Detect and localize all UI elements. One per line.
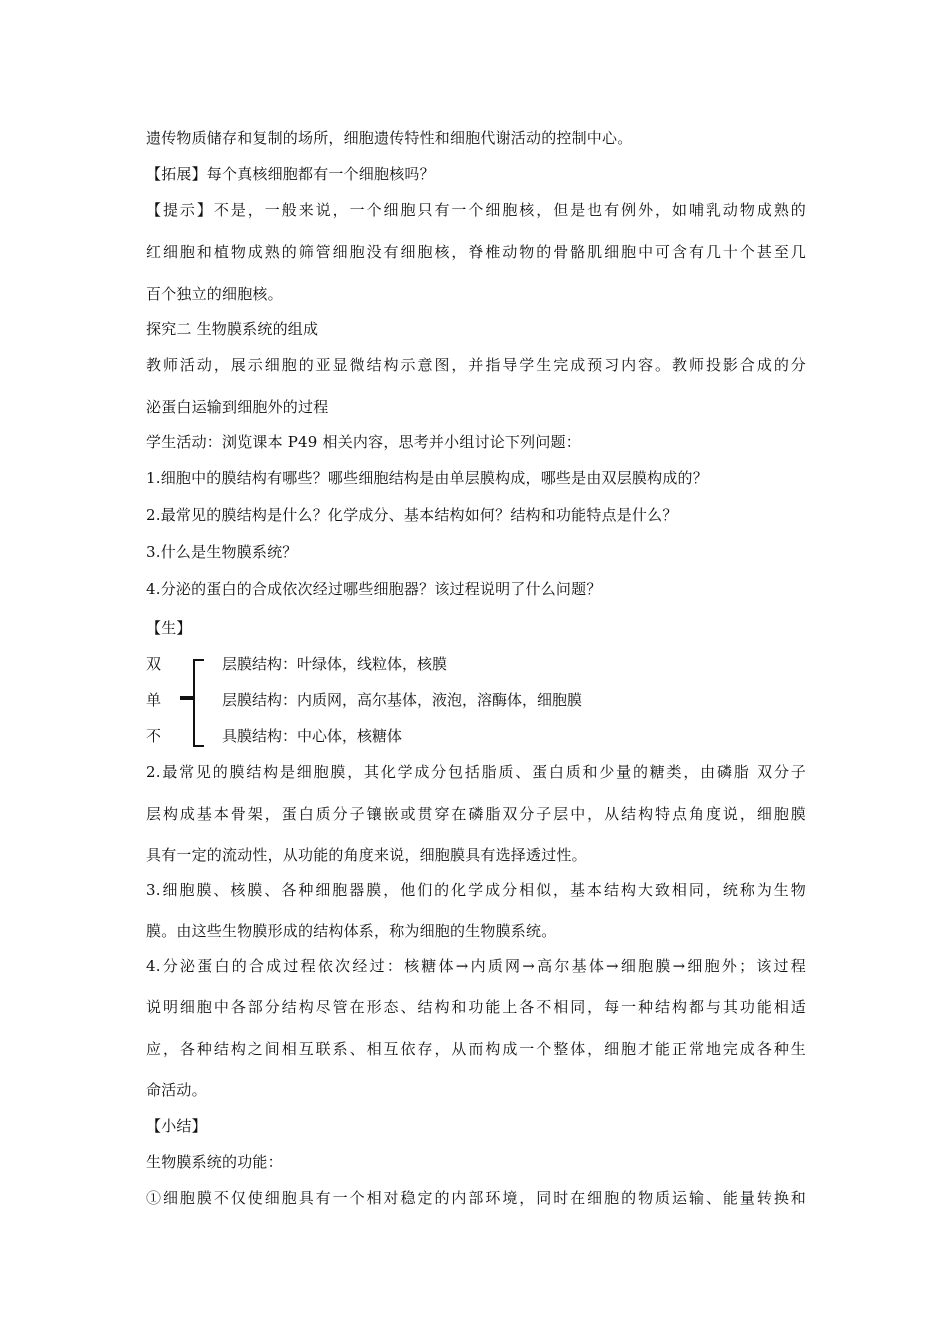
question-4: 4.分泌的蛋白的合成依次经过哪些细胞器？该过程说明了什么问题？	[146, 580, 602, 598]
brace-icon	[170, 656, 210, 750]
paragraph-membrane-functions: 生物膜系统的功能：	[146, 1153, 283, 1171]
single-membrane-structures: 层膜结构：内质网，高尔基体，液泡，溶酶体，细胞膜	[222, 691, 583, 709]
answer-4-line2: 说明细胞中各部分结构尽管在形态、结构和功能上各不相同，每一种结构都与其功能相适	[146, 998, 806, 1016]
answer-2-line2: 层构成基本骨架，蛋白质分子镶嵌或贯穿在磷脂双分子层中，从结构特点角度说，细胞膜	[146, 805, 806, 823]
question-3: 3.什么是生物膜系统？	[146, 543, 298, 561]
function-1: ①细胞膜不仅使细胞具有一个相对稳定的内部环境，同时在细胞的物质运输、能量转换和	[146, 1189, 806, 1207]
answer-4-line4: 命活动。	[146, 1081, 207, 1099]
answer-2-line1: 2.最常见的膜结构是细胞膜，其化学成分包括脂质、蛋白质和少量的糖类，由磷脂 双分子	[146, 763, 806, 781]
paragraph-nucleus-function: 遗传物质储存和复制的场所，细胞遗传特性和细胞代谢活动的控制中心。	[146, 129, 633, 147]
label-none: 不	[146, 727, 162, 745]
answer-2-line3: 具有一定的流动性，从功能的角度来说，细胞膜具有选择透过性。	[146, 846, 587, 864]
paragraph-hint-line2: 红细胞和植物成熟的筛管细胞没有细胞核，脊椎动物的骨骼肌细胞中可含有几十个甚至几	[146, 243, 806, 261]
label-double: 双	[146, 655, 162, 673]
answer-3-line2: 膜。由这些生物膜形成的结构体系，称为细胞的生物膜系统。	[146, 922, 557, 940]
answer-4-line1: 4.分泌蛋白的合成过程依次经过：核糖体→内质网→高尔基体→细胞膜→细胞外；该过程	[146, 957, 806, 975]
paragraph-hint-line1: 【提示】不是，一般来说，一个细胞只有一个细胞核，但是也有例外，如哺乳动物成熟的	[146, 201, 806, 219]
paragraph-hint-line3: 百个独立的细胞核。	[146, 285, 283, 303]
answer-3-line1: 3.细胞膜、核膜、各种细胞器膜，他们的化学成分相似，基本结构大致相同，统称为生物	[146, 881, 806, 899]
answer-4-line3: 应，各种结构之间相互联系、相互依存，从而构成一个整体，细胞才能正常地完成各种生	[146, 1040, 806, 1058]
question-2: 2.最常见的膜结构是什么？化学成分、基本结构如何？结构和功能特点是什么？	[146, 506, 678, 524]
label-student: 【生】	[146, 619, 192, 637]
label-summary: 【小结】	[146, 1117, 207, 1135]
section-heading-explore-2: 探究二 生物膜系统的组成	[146, 320, 319, 338]
double-membrane-structures: 层膜结构：叶绿体，线粒体，核膜	[222, 655, 448, 673]
paragraph-extension: 【拓展】每个真核细胞都有一个细胞核吗？	[146, 165, 435, 183]
label-single: 单	[146, 691, 162, 709]
paragraph-teacher-line2: 泌蛋白运输到细胞外的过程	[146, 398, 329, 416]
non-membrane-structures: 具膜结构：中心体，核糖体	[222, 727, 403, 745]
paragraph-student-activity: 学生活动：浏览课本 P49 相关内容，思考并小组讨论下列问题：	[146, 433, 581, 451]
question-1: 1.细胞中的膜结构有哪些？哪些细胞结构是由单层膜构成，哪些是由双层膜构成的？	[146, 469, 708, 487]
paragraph-teacher-line1: 教师活动，展示细胞的亚显微结构示意图，并指导学生完成预习内容。教师投影合成的分	[146, 356, 806, 374]
